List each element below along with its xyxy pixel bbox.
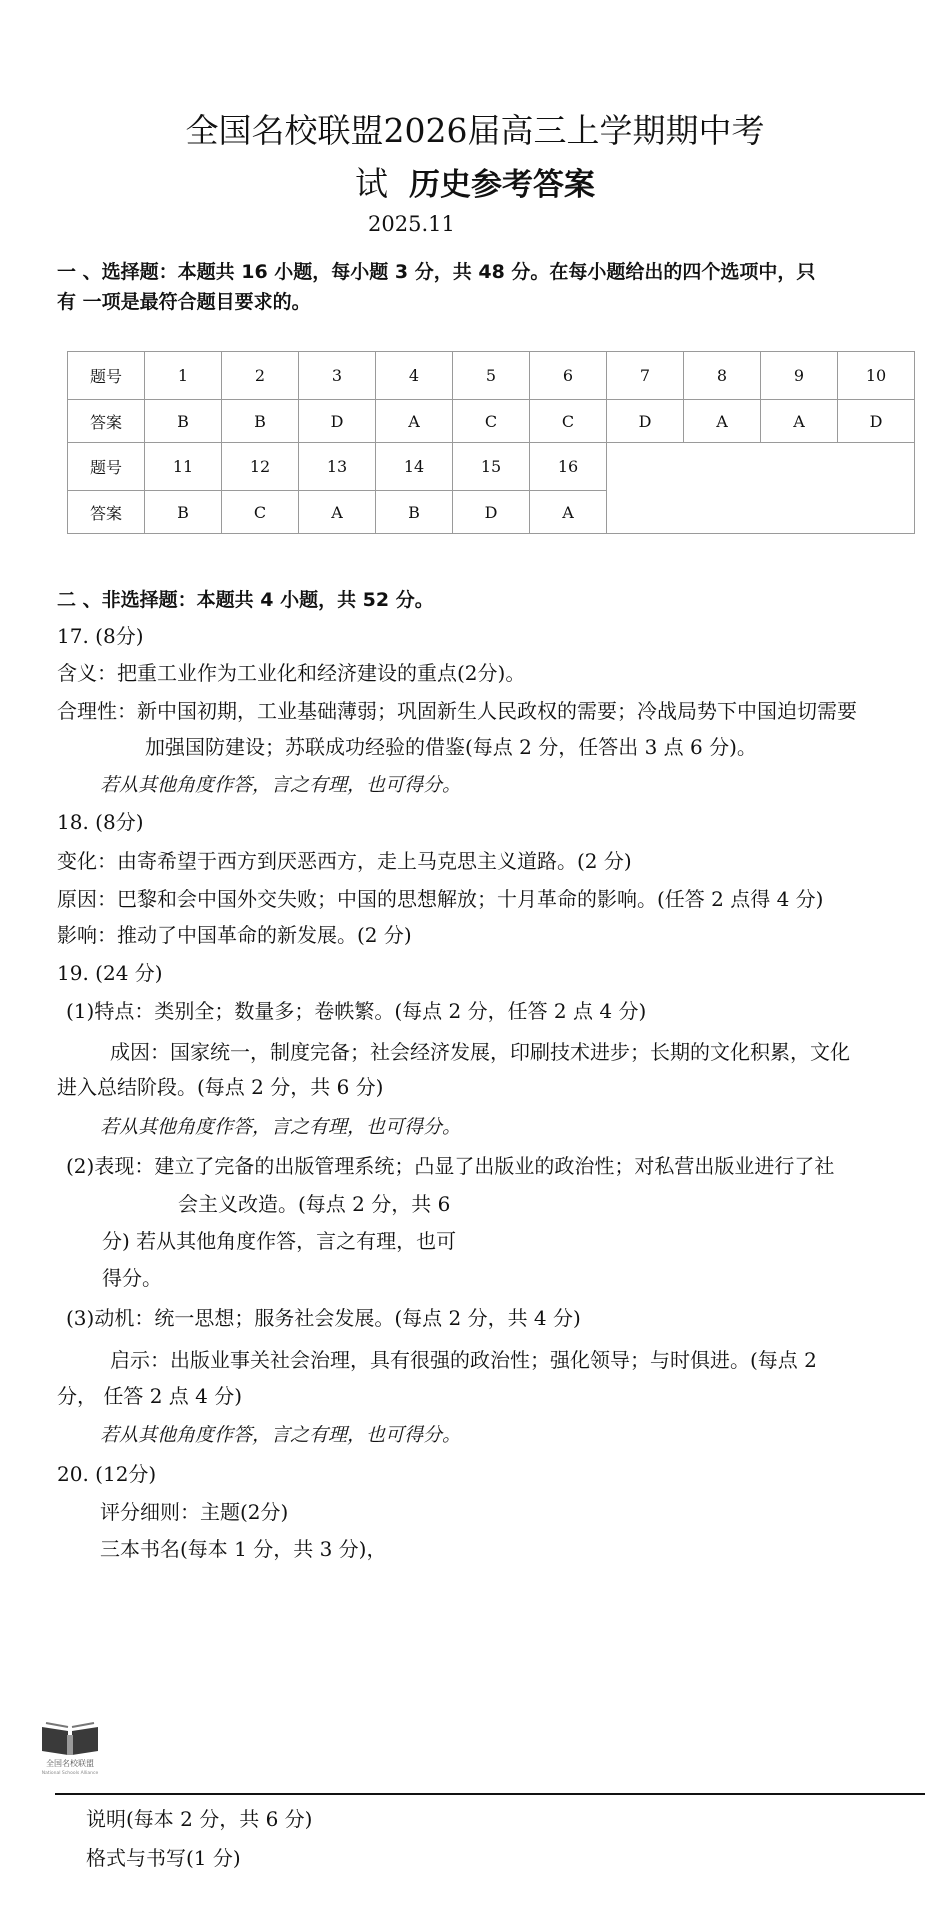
svg-text:National Schools Alliance: National Schools Alliance (41, 1771, 99, 1776)
title-line-2 (0, 158, 950, 205)
q19-note: 若从其他角度作答，言之有理，也可得分。 (100, 1116, 462, 1138)
q20-line: 说明(每本 2 分，共 6 分) (86, 1807, 313, 1831)
table-cell: 16 (530, 443, 607, 491)
q18-line: 影响：推动了中国革命的新发展。(2 分) (57, 923, 412, 947)
table-cell: 7 (607, 352, 684, 400)
table-cell: 14 (376, 443, 453, 491)
q18-line: 原因：巴黎和会中国外交失败；中国的思想解放；十月革命的影响。(任答 2 点得 4 分) (57, 887, 824, 911)
table-cell: A (761, 400, 838, 443)
table-cell: A (684, 400, 761, 443)
book-logo-icon (38, 1717, 102, 1777)
divider (55, 1793, 925, 1795)
table-cell: C (222, 491, 299, 534)
table-cell: 6 (530, 352, 607, 400)
row-label: 题号 (68, 352, 145, 400)
q19-line: 得分。 (102, 1266, 162, 1290)
q19-line: (2)表现：建立了完备的出版管理系统；凸显了出版业的政治性；对私营出版业进行了社 (66, 1154, 835, 1178)
table-cell: 13 (299, 443, 376, 491)
alliance-logo (38, 1717, 102, 1777)
title-line-2-bold: 历史参考答案 (408, 167, 595, 203)
svg-text:全国名校联盟: 全国名校联盟 (46, 1759, 94, 1768)
q20-line: 三本书名(每本 1 分，共 3 分)， (100, 1537, 387, 1561)
q19-line: 启示：出版业事关社会治理，具有很强的政治性；强化领导；与时俱进。(每点 2 (110, 1348, 817, 1372)
table-cell: D (838, 400, 915, 443)
table-cell: D (607, 400, 684, 443)
q19-line: (3)动机：统一思想；服务社会发展。(每点 2 分，共 4 分) (66, 1306, 581, 1330)
q20-line: 评分细则：主题(2分) (100, 1500, 289, 1524)
table-row (68, 443, 915, 491)
table-cell: B (376, 491, 453, 534)
table-cell: 15 (453, 443, 530, 491)
table-cell: 10 (838, 352, 915, 400)
q18-line: 变化：由寄希望于西方到厌恶西方，走上马克思主义道路。(2 分) (57, 849, 632, 873)
table-cell: 3 (299, 352, 376, 400)
table-row (68, 400, 915, 443)
title-line-2-prefix: 试 (355, 164, 388, 203)
table-cell: 12 (222, 443, 299, 491)
table-cell: 1 (145, 352, 222, 400)
q20-heading: 20. (12分) (57, 1462, 157, 1486)
q17-line: 加强国防建设；苏联成功经验的借鉴(每点 2 分，任答出 3 点 6 分)。 (145, 735, 757, 759)
q19-note: 若从其他角度作答，言之有理，也可得分。 (100, 1424, 462, 1446)
q19-line: 进入总结阶段。(每点 2 分，共 6 分) (57, 1075, 384, 1099)
table-row (68, 352, 915, 400)
table-cell: 4 (376, 352, 453, 400)
table-cell: 11 (145, 443, 222, 491)
empty-cell (607, 443, 915, 534)
q17-line: 合理性：新中国初期，工业基础薄弱；巩固新生人民政权的需要；冷战局势下中国迫切需要 (57, 699, 857, 723)
q17-line: 含义：把重工业作为工业化和经济建设的重点(2分)。 (57, 661, 526, 685)
table-cell: 8 (684, 352, 761, 400)
q19-line: 分) 若从其他角度作答，言之有理，也可 (102, 1229, 457, 1253)
table-cell: D (453, 491, 530, 534)
q17-heading: 17. (8分) (57, 624, 144, 648)
q19-line: 会主义改造。(每点 2 分，共 6 (178, 1192, 451, 1216)
exam-date: 2025.11 (368, 212, 455, 236)
table-cell: B (145, 491, 222, 534)
table-cell: 9 (761, 352, 838, 400)
q20-line: 格式与书写(1 分) (86, 1846, 241, 1870)
answer-table (67, 351, 915, 534)
q19-heading: 19. (24 分) (57, 961, 163, 985)
table-cell: A (299, 491, 376, 534)
table-cell: A (376, 400, 453, 443)
row-label: 答案 (68, 491, 145, 534)
table-cell: C (530, 400, 607, 443)
q18-heading: 18. (8分) (57, 810, 144, 834)
table-cell: B (145, 400, 222, 443)
section1-heading-line1: 一 、选择题：本题共 16 小题，每小题 3 分，共 48 分。在每小题给出的四个选项中，只 (57, 261, 816, 283)
row-label: 题号 (68, 443, 145, 491)
q17-note: 若从其他角度作答，言之有理，也可得分。 (100, 774, 462, 796)
table-cell: C (453, 400, 530, 443)
section2-heading: 二 、非选择题：本题共 4 小题，共 52 分。 (57, 589, 434, 611)
q19-line: 成因：国家统一，制度完备；社会经济发展，印刷技术进步；长期的文化积累，文化 (110, 1040, 850, 1064)
row-label: 答案 (68, 400, 145, 443)
q19-line: 分， 任答 2 点 4 分) (57, 1384, 243, 1408)
table-cell: 2 (222, 352, 299, 400)
table-cell: B (222, 400, 299, 443)
table-cell: D (299, 400, 376, 443)
table-cell: A (530, 491, 607, 534)
section1-heading-line2: 有 一项是最符合题目要求的。 (57, 291, 311, 313)
q19-line: (1)特点：类别全；数量多；卷帙繁。(每点 2 分，任答 2 点 4 分) (66, 999, 647, 1023)
table-cell: 5 (453, 352, 530, 400)
title-line-1: 全国名校联盟2026届高三上学期期中考 (185, 111, 765, 150)
